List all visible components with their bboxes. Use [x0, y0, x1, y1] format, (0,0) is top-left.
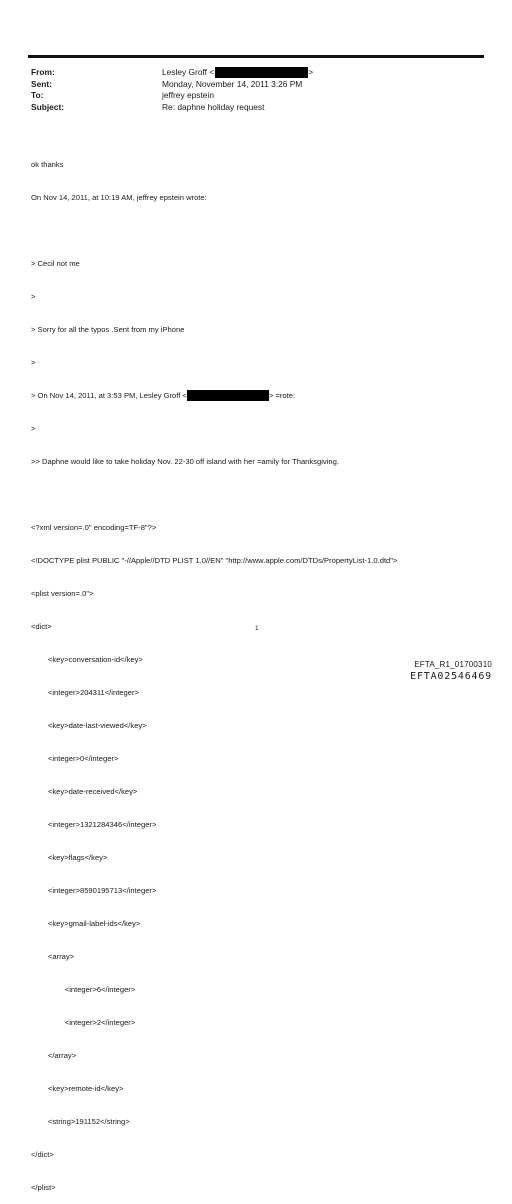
body-line: > Cecil not me: [31, 259, 80, 268]
from-value: [162, 67, 313, 79]
sent-label: Sent:: [31, 78, 52, 89]
redaction-box: [187, 390, 269, 401]
body-line: >> Daphne would like to take holiday Nov. 22-30 off island with her =amily for Thanksgiving.: [31, 457, 339, 466]
bates-number-1: EFTA_R1_01700310: [414, 660, 492, 669]
redaction-box: [215, 67, 308, 78]
subject-value: Re: daphne holiday request: [162, 101, 265, 112]
sent-row: [31, 79, 313, 91]
body-line: ok thanks: [31, 160, 64, 169]
to-label: To:: [31, 90, 44, 100]
body-line: </dict>: [31, 1150, 54, 1159]
from-label: From:: [31, 67, 55, 77]
body-line: <integer>6</integer>: [31, 985, 136, 994]
header-rule: [28, 55, 484, 58]
body-line-with-redaction: [31, 390, 397, 401]
body-line: <key>date-last-viewed</key>: [31, 721, 147, 730]
quoted-rote: > =rote:: [268, 391, 296, 400]
body-line: <?xml version=.0" encoding=TF-8"?>: [31, 523, 157, 532]
body-line: </array>: [31, 1051, 77, 1060]
body-line: On Nov 14, 2011, at 10:19 AM, jeffrey epstein wrote:: [31, 193, 207, 202]
body-line: <integer>204311</integer>: [31, 688, 139, 697]
body-line: <key>flags</key>: [31, 853, 108, 862]
body-line: <string>191152</string>: [31, 1117, 130, 1126]
body-line: <key>conversation-id</key>: [31, 655, 143, 664]
quoted-from: > On Nov 14, 2011, at 3:53 PM, Lesley Groff <: [31, 391, 187, 400]
body-line: >: [31, 292, 36, 301]
email-body: [31, 137, 397, 1204]
body-line: <array>: [31, 952, 75, 961]
body-line: <integer>8590195713</integer>: [31, 886, 157, 895]
sent-value: Monday, November 14, 2011 3:26 PM: [162, 78, 303, 89]
body-line: >: [31, 358, 36, 367]
email-header: [31, 67, 313, 113]
body-line: </plist>: [31, 1183, 56, 1192]
bates-number-2: EFTA02546469: [410, 671, 492, 682]
body-line: <integer>0</integer>: [31, 754, 119, 763]
body-line: >: [31, 424, 36, 433]
from-row: [31, 67, 313, 79]
body-line: <key>remote-id</key>: [31, 1084, 124, 1093]
body-line: [31, 489, 397, 500]
to-value: jeffrey epstein: [162, 90, 214, 100]
body-line: <integer>2</integer>: [31, 1018, 136, 1027]
body-line: <plist version=.0">: [31, 589, 94, 598]
subject-row: [31, 102, 313, 114]
body-line: <!DOCTYPE plist PUBLIC "-//Apple//DTD PLIST 1.0//EN" "http://www.apple.com/DTDs/PropertyList-1.0.dtd">: [31, 556, 398, 565]
from-name: Lesley Groff <: [162, 67, 215, 77]
body-line: <key>gmail-label-ids</key>: [31, 919, 141, 928]
page-number: 1: [255, 625, 259, 632]
body-line: <integer>1321284346</integer>: [31, 820, 157, 829]
body-line: <dict>: [31, 622, 52, 631]
subject-label: Subject:: [31, 101, 65, 112]
to-row: [31, 90, 313, 102]
body-line: [31, 225, 397, 236]
from-after: >: [308, 67, 314, 77]
body-line: > Sorry for all the typos .Sent from my iPhone: [31, 325, 185, 334]
body-line: <key>date-received</key>: [31, 787, 138, 796]
